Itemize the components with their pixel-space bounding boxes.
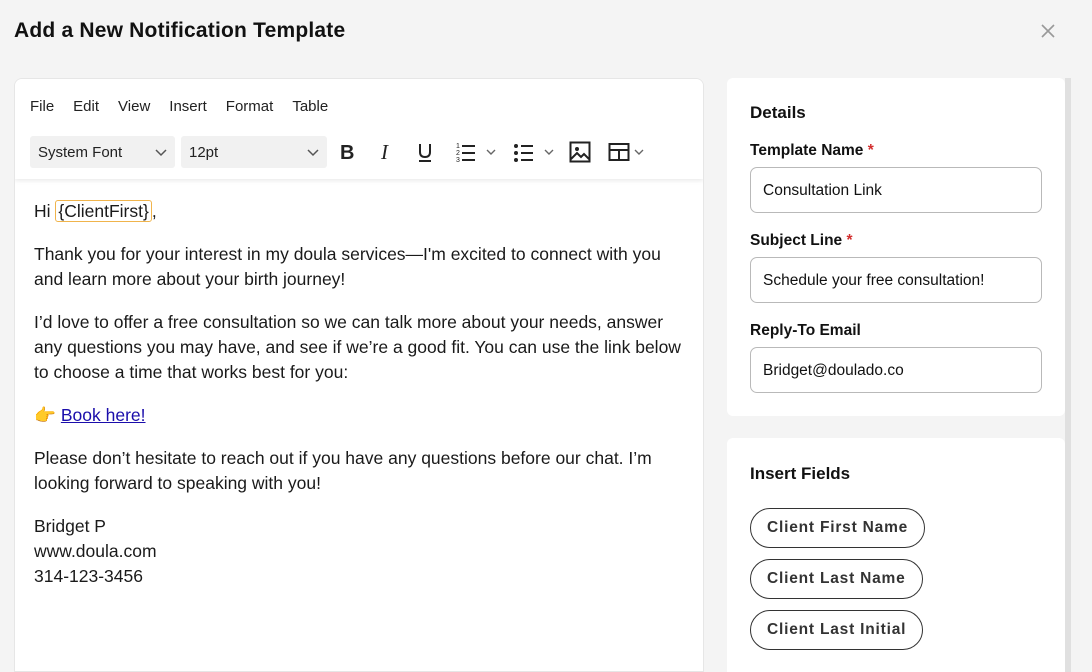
table-icon[interactable] (608, 140, 650, 164)
svg-text:3: 3 (456, 157, 460, 163)
paragraph-consultation: I’d love to offer a free consultation so we can talk more about your needs, answer any questions you may have, and see if we’re a good fit. You can use the link below to choose a time that works best for you: (34, 312, 681, 382)
menu-format[interactable]: Format (225, 98, 274, 115)
italic-icon[interactable] (377, 140, 397, 164)
font-family-select[interactable] (30, 136, 175, 168)
insert-fields-heading: Insert Fields (750, 464, 851, 483)
details-panel (727, 78, 1065, 416)
subject-line-input[interactable]: Schedule your free consultation! (750, 257, 1042, 303)
rich-text-editor (14, 78, 704, 672)
editor-menubar (30, 98, 347, 115)
insert-client-last-initial-button[interactable]: Client Last Initial (750, 610, 923, 650)
svg-text:I: I (381, 141, 388, 163)
insert-client-first-name-button[interactable]: Client First Name (750, 508, 925, 548)
underline-icon[interactable] (415, 140, 435, 164)
insert-fields-panel (727, 438, 1065, 672)
template-name-label (750, 142, 874, 160)
signature-name: Bridget P (34, 516, 106, 536)
menu-file[interactable]: File (30, 98, 55, 115)
chevron-down-icon (155, 146, 167, 158)
signature-website: www.doula.com (34, 541, 157, 561)
font-size-value: 12pt (189, 144, 219, 161)
menu-table[interactable]: Table (292, 98, 329, 115)
merge-tag-client-first[interactable]: {ClientFirst} (55, 200, 151, 222)
required-mark: * (846, 232, 853, 249)
dialog-title: Add a New Notification Template (14, 19, 346, 42)
greeting-line (34, 199, 694, 224)
numbered-list-icon[interactable] (455, 140, 497, 164)
bulleted-list-icon[interactable] (513, 140, 555, 164)
signature-phone: 314-123-3456 (34, 566, 143, 586)
subject-line-label (750, 232, 853, 250)
close-icon[interactable] (1038, 21, 1058, 41)
subject-line-label-text: Subject Line (750, 232, 843, 249)
menu-edit[interactable]: Edit (73, 98, 100, 115)
svg-text:B: B (340, 142, 355, 163)
svg-text:2: 2 (456, 150, 460, 157)
chevron-down-icon (307, 146, 319, 158)
menu-insert[interactable]: Insert (169, 98, 207, 115)
editor-content[interactable] (34, 199, 694, 589)
font-size-select[interactable] (181, 136, 327, 168)
reply-to-input[interactable]: Bridget@doulado.co (750, 347, 1042, 393)
editor-toolbar (15, 79, 703, 179)
scrollbar[interactable] (1065, 78, 1071, 672)
bold-icon[interactable] (337, 140, 357, 164)
menu-view[interactable]: View (118, 98, 151, 115)
required-mark: * (867, 142, 874, 159)
greeting-prefix: Hi (34, 201, 56, 221)
reply-to-label: Reply-To Email (750, 322, 861, 339)
font-family-value: System Font (38, 144, 123, 161)
greeting-suffix: , (151, 201, 157, 221)
template-name-label-text: Template Name (750, 142, 864, 159)
book-here-link[interactable]: Book here! (60, 405, 146, 425)
template-name-input[interactable]: Consultation Link (750, 167, 1042, 213)
details-heading: Details (750, 103, 806, 122)
svg-text:1: 1 (456, 143, 460, 150)
paragraph-closing: Please don’t hesitate to reach out if you have any questions before our chat. I’m looking forward to speaking with you! (34, 448, 652, 493)
pointing-hand-icon: 👉 (34, 405, 56, 425)
insert-client-last-name-button[interactable]: Client Last Name (750, 559, 923, 599)
paragraph-intro: Thank you for your interest in my doula services—I'm excited to connect with you and learn more about your birth journey! (34, 244, 661, 289)
booking-line (34, 403, 694, 428)
image-icon[interactable] (569, 140, 591, 164)
